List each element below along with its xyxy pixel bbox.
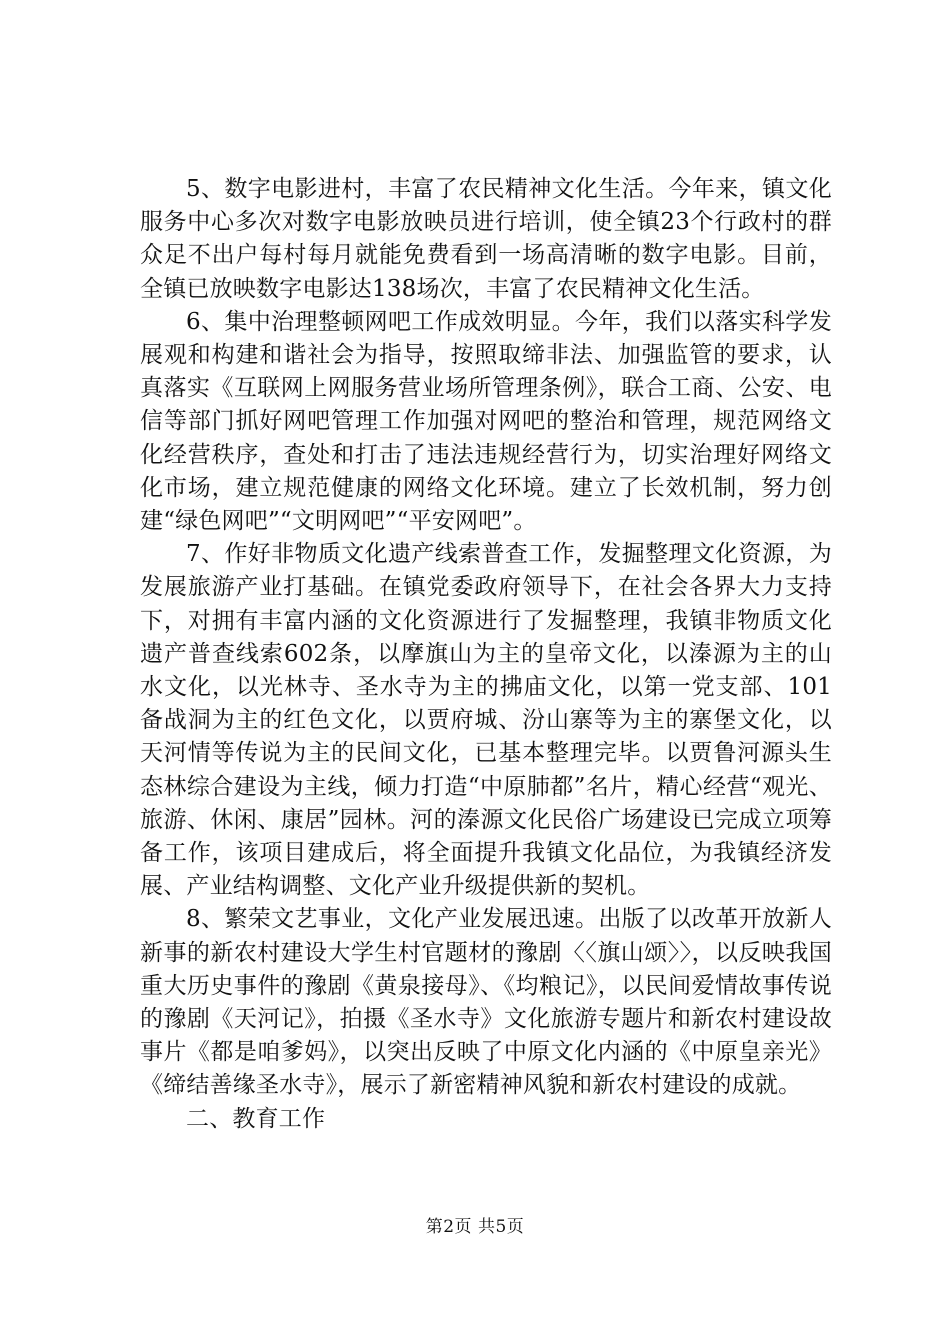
page-footer bbox=[0, 1216, 950, 1238]
document-body bbox=[140, 173, 832, 1136]
paragraph-digital-film: 5、数字电影进村，丰富了农民精神文化生活。今年来，镇文化服务中心多次对数字电影放映员进行培训，使全镇23个行政村的群众足不出户每村每月就能免费看到一场高清晰的数字电影。目前，全镇已放映数字电影达138场次，丰富了农民精神文化生活。 bbox=[140, 176, 832, 302]
paragraph-internet-cafe: 6、集中治理整顿网吧工作成效明显。今年，我们以落实科学发展观和构建和谐社会为指导，按照取缔非法、加强监管的要求，认真落实《互联网上网服务营业场所管理条例》，联合工商、公安、电信等部门抓好网吧管理工作加强对网吧的整治和管理，规范网络文化经营秩序，查处和打击了违法违规经营行为，切实治理好网络文化市场，建立规范健康的网络文化环境。建立了长效机制，努力创建“绿色网吧”“文明网吧”“平安网吧”。 bbox=[140, 308, 832, 535]
section-heading-education: 二、教育工作 bbox=[186, 1105, 326, 1132]
page-number: 第2页 共5页 bbox=[425, 1217, 525, 1237]
paragraph-intangible-heritage: 7、作好非物质文化遗产线索普查工作，发掘整理文化资源，为发展旅游产业打基础。在镇党委政府领导下，在社会各界大力支持下，对拥有丰富内涵的文化资源进行了发掘整理，我镇非物质文化遗产普查线索602条，以摩旗山为主的皇帝文化，以溱源为主的山水文化，以光林寺、圣水寺为主的拂庙文化，以第一党支部、101备战洞为主的红色文化，以贾府城、汾山寨等为主的寨堡文化，以天河情等传说为主的民间文化，已基本整理完毕。以贾鲁河源头生态林综合建设为主线，倾力打造“中原肺都”名片，精心经营“观光、旅游、休闲、康居”园林。河的溱源文化民俗广场建设已完成立项筹备工作，该项目建成后，将全面提升我镇文化品位，为我镇经济发展、产业结构调整、文化产业升级提供新的契机。 bbox=[140, 541, 832, 900]
paragraph-arts-industry: 8、繁荣文艺事业，文化产业发展迅速。出版了以改革开放新人新事的新农村建设大学生村官题材的豫剧〈〈旗山颂〉〉，以反映我国重大历史事件的豫剧《黄泉接母》、《均粮记》，以民间爱情故事传说的豫剧《天河记》，拍摄《圣水寺》文化旅游专题片和新农村建设故事片《都是咱爹妈》，以突出反映了中原文化内涵的《中原皇亲光》《缔结善缘圣水寺》，展示了新密精神风貌和新农村建设的成就。 bbox=[140, 906, 832, 1099]
